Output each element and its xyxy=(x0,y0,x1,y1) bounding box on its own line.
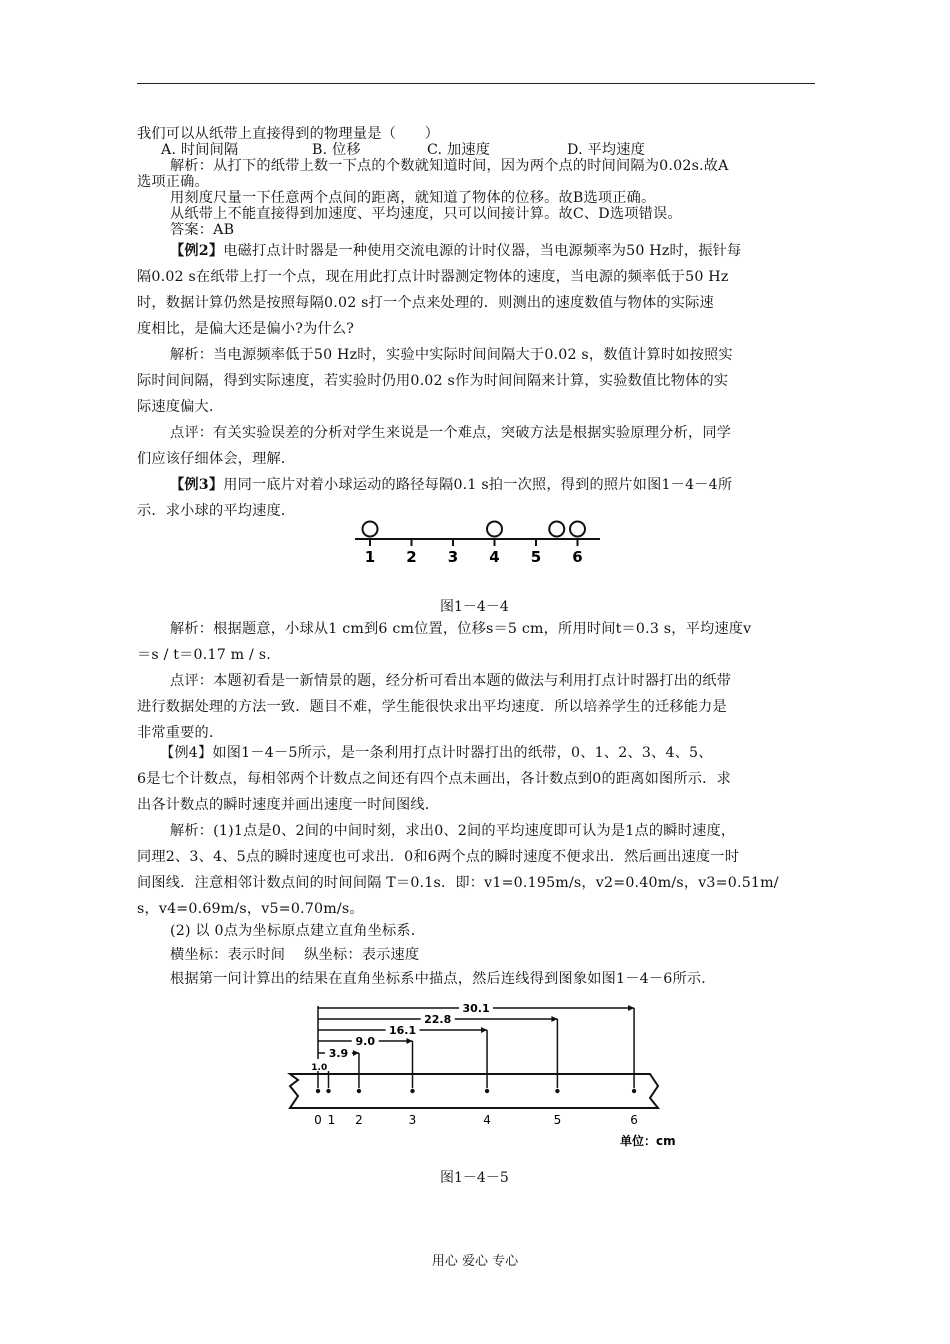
figure-1-4-4-caption: 图1－4－4 xyxy=(440,599,509,615)
example4-solution-7: 根据第一问计算出的结果在直角坐标系中描点，然后连线得到图象如图1－4－6所示． xyxy=(170,971,716,987)
paper-tape xyxy=(290,1074,658,1108)
fig4-tick-label: 2 xyxy=(406,548,417,566)
example2-solution-1: 解析：当电源频率低于50 Hz时，实验中实际时间间隔大于0.02 s，数值计算时如按照实 xyxy=(170,347,733,363)
example4-solution-3: 间图线．注意相邻计数点间的时间间隔 T＝0.1s．即：v1=0.195m/s，v2=0.40m/s，v3=0.51m/ xyxy=(137,875,779,891)
fig5-distance-label: 22.8 xyxy=(424,1013,452,1026)
fig5-point xyxy=(555,1089,559,1093)
example2-comment-1: 点评：有关实验误差的分析对学生来说是一个难点，突破方法是根据实验原理分析，同学 xyxy=(170,425,732,441)
fig5-distance-label: 30.1 xyxy=(462,1002,490,1015)
example2-comment-2: 们应该仔细体会，理解． xyxy=(137,451,296,467)
example2-line-1: 【例2】电磁打点计时器是一种使用交流电源的计时仪器，当电源频率为50 Hz时，振针每 xyxy=(170,243,742,259)
fig5-point xyxy=(485,1089,489,1093)
analysis-line-1: 解析：从打下的纸带上数一下点的个数就知道时间，因为两个点的时间间隔为0.02s.故A xyxy=(170,158,729,174)
fig5-point-label: 6 xyxy=(630,1113,638,1127)
option-a: A. 时间间隔 xyxy=(161,142,239,158)
example3-comment-2: 进行数据处理的方法一致．题目不难，学生能很快求出平均速度．所以培养学生的迁移能力是 xyxy=(137,699,727,715)
fig4-ball xyxy=(363,522,378,537)
fig4-ball xyxy=(570,522,585,537)
example4-solution-1: 解析：(1)1点是0、2间的中间时刻，求出0、2间的平均速度即可认为是1点的瞬时速度， xyxy=(170,823,736,839)
fig5-point xyxy=(410,1089,414,1093)
fig5-distance-label: 1.0 xyxy=(311,1063,328,1073)
example3-solution-2: ＝s / t＝0.17 m / s. xyxy=(137,647,271,663)
option-c: C. 加速度 xyxy=(427,142,491,158)
example4-line-3: 出各计数点的瞬时速度并画出速度一时间图线． xyxy=(137,797,440,813)
fig4-tick-label: 1 xyxy=(364,548,376,566)
example2-line-2: 隔0.02 s在纸带上打一个点，现在用此打点计时器测定物体的速度，当电源的频率低于50 Hz xyxy=(137,269,729,285)
example3-tag: 【例3】 xyxy=(170,477,224,493)
fig5-arrowhead xyxy=(353,1050,359,1056)
example3-comment-1: 点评：本题初看是一新情景的题，经分析可看出本题的做法与利用打点计时器打出的纸带 xyxy=(170,673,732,689)
example3-line-2: 示．求小球的平均速度． xyxy=(137,503,296,519)
fig5-point-label: 5 xyxy=(553,1113,562,1127)
fig4-tick-label: 5 xyxy=(530,548,542,566)
question-line: 我们可以从纸带上直接得到的物理量是（ ） xyxy=(137,126,440,142)
example4-solution-5: (2) 以 0点为坐标原点建立直角坐标系． xyxy=(170,923,426,939)
fig4-tick-label: 3 xyxy=(447,548,459,566)
fig5-arrowhead xyxy=(407,1038,413,1044)
analysis-line-4: 从纸带上不能直接得到加速度、平均速度，只可以间接计算。故C、D选项错误。 xyxy=(170,206,682,222)
example2-tag: 【例2】 xyxy=(170,243,224,259)
fig5-arrowhead xyxy=(481,1027,487,1033)
fig5-point xyxy=(326,1089,330,1093)
fig5-arrowhead xyxy=(628,1005,634,1011)
fig4-tick-label: 4 xyxy=(489,548,500,566)
example4-solution-4: s，v4=0.69m/s，v5=0.70m/s。 xyxy=(137,901,364,917)
fig5-point-label: 3 xyxy=(408,1113,417,1127)
fig5-distance-label: 9.0 xyxy=(355,1035,375,1048)
example4-line-1: 【例4】如图1－4－5所示，是一条利用打点计时器打出的纸带，0、1、2、3、4、5、 xyxy=(160,745,713,761)
figure-1-4-4 xyxy=(340,515,610,575)
example4-line-2: 6是七个计数点，每相邻两个计数点之间还有四个点未画出，各计数点到0的距离如图所示．求 xyxy=(137,771,731,787)
example4-solution-2: 同理2、3、4、5点的瞬时速度也可求出．0和6两个点的瞬时速度不便求出．然后画出速度一时 xyxy=(137,849,740,865)
analysis-line-3: 用刻度尺量一下任意两个点间的距离，就知道了物体的位移。故B选项正确。 xyxy=(170,190,656,206)
example3-comment-3: 非常重要的． xyxy=(137,725,224,741)
answer-line: 答案：AB xyxy=(170,222,235,238)
example3-line-1: 【例3】用同一底片对着小球运动的路径每隔0.1 s拍一次照，得到的照片如图1－4－4所 xyxy=(170,477,733,493)
option-d: D. 平均速度 xyxy=(567,142,646,158)
fig4-ball xyxy=(549,522,564,537)
fig5-point-label: 1 xyxy=(327,1113,336,1127)
fig5-distance-label: 3.9 xyxy=(328,1047,349,1060)
header-rule xyxy=(137,83,815,84)
analysis-line-2: 选项正确。 xyxy=(137,174,209,190)
example3-solution-1: 解析：根据题意，小球从1 cm到6 cm位置，位移s＝5 cm，所用时间t＝0.3 s，平均速度v xyxy=(170,621,752,637)
example4-solution-6: 横坐标：表示时间 纵坐标：表示速度 xyxy=(170,947,420,963)
unit-label: 单位：cm xyxy=(620,1134,676,1148)
fig5-arrowhead xyxy=(551,1016,557,1022)
page-footer: 用心 爱心 专心 xyxy=(431,1254,519,1269)
example2-line-3: 时，数据计算仍然是按照每隔0.02 s打一个点来处理的．则测出的速度数值与物体的实际速 xyxy=(137,295,714,311)
fig5-point-label: 0 xyxy=(314,1113,322,1127)
fig5-point xyxy=(632,1089,636,1093)
example2-line-4: 度相比，是偏大还是偏小?为什么? xyxy=(137,321,355,337)
figure-1-4-5 xyxy=(280,1000,676,1150)
fig4-tick-label: 6 xyxy=(572,548,583,566)
figure-1-4-5-caption: 图1－4－5 xyxy=(440,1170,509,1186)
fig5-point xyxy=(316,1089,320,1093)
fig5-point xyxy=(357,1089,361,1093)
option-b: B. 位移 xyxy=(312,142,361,158)
fig5-distance-label: 16.1 xyxy=(388,1024,417,1037)
fig4-ball xyxy=(487,522,502,537)
example2-solution-2: 际时间间隔，得到实际速度，若实验时仍用0.02 s作为时间间隔来计算，实验数值比物体的实 xyxy=(137,373,729,389)
fig5-point-label: 4 xyxy=(483,1113,491,1127)
example2-solution-3: 际速度偏大． xyxy=(137,399,224,415)
fig5-point-label: 2 xyxy=(355,1113,363,1127)
